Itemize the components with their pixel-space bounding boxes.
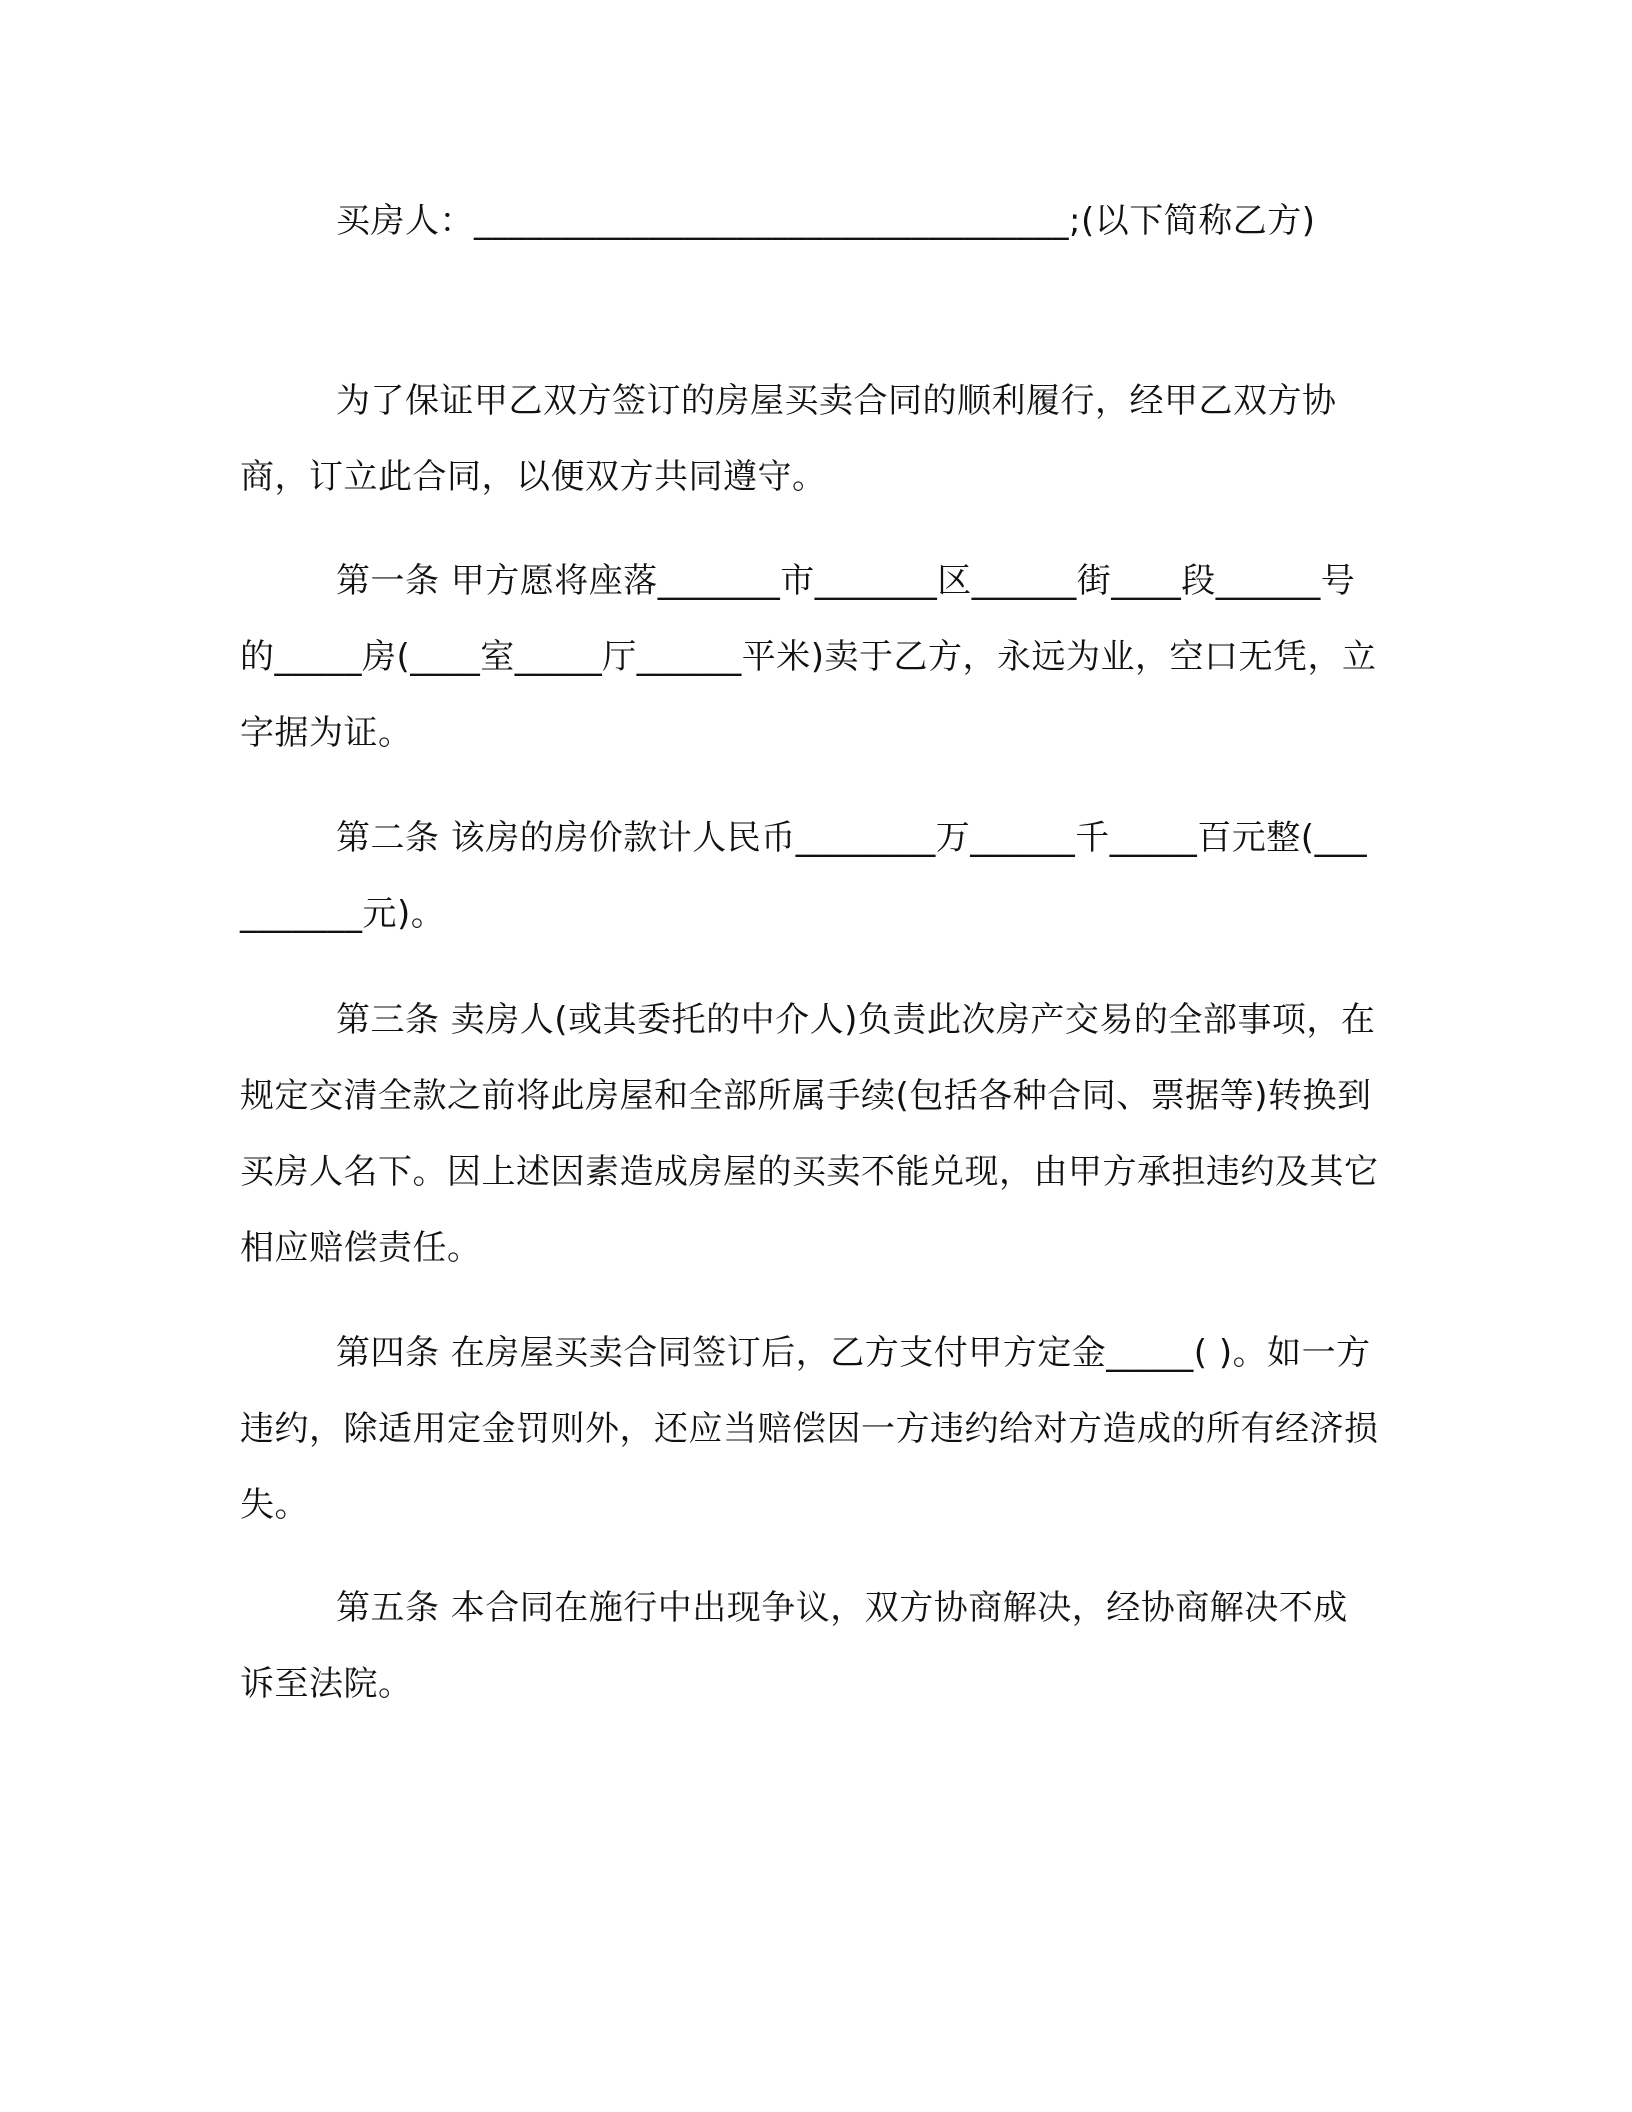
article-1-paragraph <box>240 543 1380 771</box>
article-4-paragraph <box>240 1315 1380 1543</box>
article-3-text: 第三条 卖房人(或其委托的中介人)负责此次房产交易的全部事项，在规定交清全款之前将此房屋和全部所属手续(包括各种合同、票据等)转换到买房人名下。因上述因素造成房屋的买卖不能兑现，由甲方承担违约及其它相应赔偿责任。 <box>240 1000 1379 1268</box>
intro-paragraph <box>240 363 1380 515</box>
article-5-text: 第五条 本合同在施行中出现争议，双方协商解决，经协商解决不成诉至法院。 <box>240 1588 1348 1704</box>
article-5-paragraph <box>240 1570 1380 1722</box>
buyer-text: 买房人：__________________________________;(以下简称乙方) <box>336 201 1316 241</box>
article-2-paragraph <box>240 800 1380 952</box>
intro-text: 为了保证甲乙双方签订的房屋买卖合同的顺利履行，经甲乙双方协商，订立此合同，以便双方共同遵守。 <box>240 381 1337 497</box>
article-1-text: 第一条 甲方愿将座落_______市_______区______街____段______号的_____房(____室_____厅______平米)卖于乙方，永远为业，空口无凭，立字据为证。 <box>240 561 1377 753</box>
article-2-text: 第二条 该房的房价款计人民币________万______千_____百元整(__________元)。 <box>240 818 1368 934</box>
article-4-text: 第四条 在房屋买卖合同签订后，乙方支付甲方定金_____( )。如一方违约，除适用定金罚则外，还应当赔偿因一方违约给对方造成的所有经济损失。 <box>240 1333 1379 1525</box>
buyer-paragraph <box>240 183 1380 259</box>
article-3-paragraph <box>240 982 1380 1286</box>
